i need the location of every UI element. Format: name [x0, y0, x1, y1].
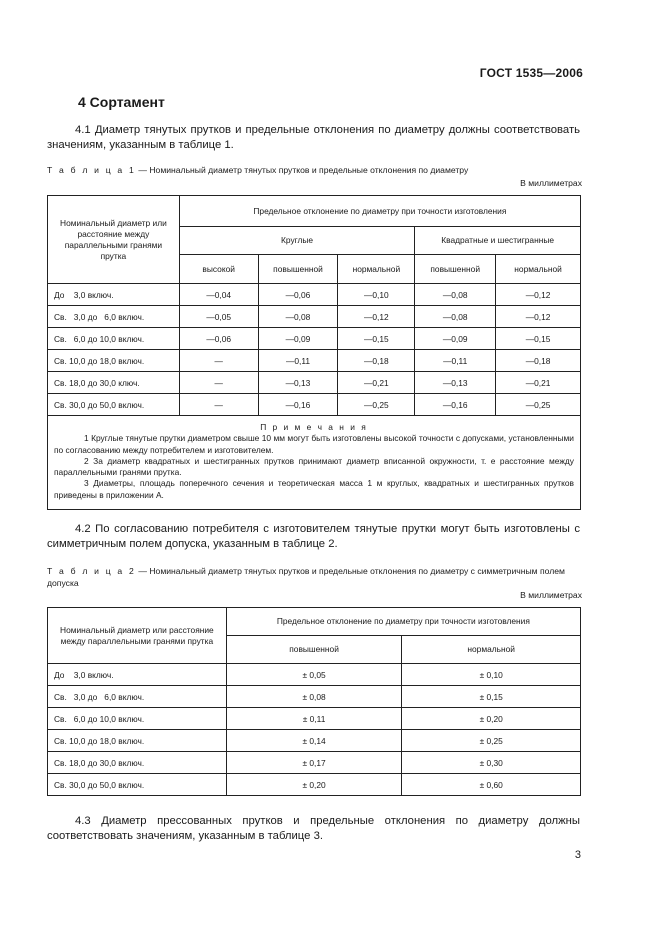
page-number: 3 [574, 849, 581, 861]
table1-head-round: Круглые [179, 227, 414, 255]
table-row: Св. 3,0 до 6,0 включ. —0,05 —0,08 —0,12 —0,08 —0,12 [48, 306, 581, 328]
table1-head-sub: повышенной [258, 255, 338, 284]
table-row: Св. 18,0 до 30,0 включ. ± 0,17 ± 0,30 [48, 752, 581, 774]
paragraph-4-1-text: 4.1 Диаметр тянутых прутков и предельные отклонения по диаметру должны соответствовать значениям, указанным в таблице 1. [47, 124, 580, 151]
table1-caption-prefix: Т а б л и ц а 1 [47, 165, 136, 175]
table2-head-sub: повышенной [226, 636, 402, 664]
paragraph-4-3-text: 4.3 Диаметр прессованных прутков и предельные отклонения по диаметру должны соответствовать значениям, указанным в таблице 3. [47, 815, 580, 842]
table1-head-sub: высокой [179, 255, 258, 284]
paragraph-4-2-text: 4.2 По согласованию потребителя с изготовителем тянутые прутки могут быть изготовлены с симметричным полем допуска, указанным в таблице 2. [47, 523, 580, 550]
table-row: Св. 10,0 до 18,0 включ. ± 0,14 ± 0,25 [48, 730, 581, 752]
table-row: Св. 6,0 до 10,0 включ. —0,06 —0,09 —0,15 —0,09 —0,15 [48, 328, 581, 350]
table1-head-square: Квадратные и шестигранные [415, 227, 581, 255]
table1-head-deviation: Предельное отклонение по диаметру при точности изготовления [179, 196, 580, 227]
table-row: Св. 30,0 до 50,0 включ. ± 0,20 ± 0,60 [48, 774, 581, 796]
table1-head-diameter: Номинальный диаметр или расстояние между параллельными гранями прутка [48, 196, 180, 284]
paragraph-4-2 [47, 522, 580, 552]
table2-head-sub: нормальной [402, 636, 581, 664]
table1-head-sub: нормальной [338, 255, 415, 284]
table1-caption [47, 164, 580, 176]
table2-unit: В миллиметрах [520, 590, 582, 600]
table2-head-deviation: Предельное отклонение по диаметру при точности изготовления [226, 608, 580, 636]
table-row: Св. 6,0 до 10,0 включ. ± 0,11 ± 0,20 [48, 708, 581, 730]
table-row: До 3,0 включ. ± 0,05 ± 0,10 [48, 664, 581, 686]
table2-caption-prefix: Т а б л и ц а 2 [47, 566, 136, 576]
table-row: Св. 10,0 до 18,0 включ. — —0,11 —0,18 —0,11 —0,18 [48, 350, 581, 372]
note-item: 2 За диаметр квадратных и шестигранных прутков принимают диаметр вписанной окружности, т. е расстояние между параллельными гранями прутка. [54, 455, 574, 478]
table2-caption [47, 565, 580, 589]
note-item: 1 Круглые тянутые прутки диаметром свыше 10 мм могут быть изготовлены высокой точности с допусками, установленными по согласованию между потребителем и изготовителем. [54, 433, 574, 455]
table-row: Св. 18,0 до 30,0 ключ. — —0,13 —0,21 —0,13 —0,21 [48, 372, 581, 394]
table2 [47, 607, 581, 796]
table1 [47, 195, 581, 510]
table2-caption-text: — Номинальный диаметр тянутых прутков и предельные отклонения по диаметру с симметричным полем допуска [47, 566, 565, 588]
notes-title: П р и м е ч а н и я [260, 422, 368, 432]
table-row: До 3,0 включ. —0,04 —0,06 —0,10 —0,08 —0,12 [48, 284, 581, 306]
table1-notes [48, 416, 581, 510]
table-row: Св. 30,0 до 50,0 включ. — —0,16 —0,25 —0,16 —0,25 [48, 394, 581, 416]
paragraph-4-1 [47, 123, 580, 153]
table1-head-sub: повышенной [415, 255, 496, 284]
table2-head-diameter: Номинальный диаметр или расстояние между параллельными гранями прутка [48, 608, 227, 664]
paragraph-4-3 [47, 814, 580, 844]
document-header: ГОСТ 1535—2006 [479, 66, 583, 80]
table1-caption-text: — Номинальный диаметр тянутых прутков и предельные отклонения по диаметру [135, 165, 469, 175]
section-title: 4 Сортамент [78, 94, 165, 110]
table-row: Св. 3,0 до 6,0 включ. ± 0,08 ± 0,15 [48, 686, 581, 708]
table1-unit: В миллиметрах [520, 178, 582, 188]
table1-head-sub: нормальной [496, 255, 581, 284]
note-item: 3 Диаметры, площадь поперечного сечения и теоретическая масса 1 м круглых, квадратных и шестигранных прутков приведены в приложении А. [54, 478, 574, 500]
